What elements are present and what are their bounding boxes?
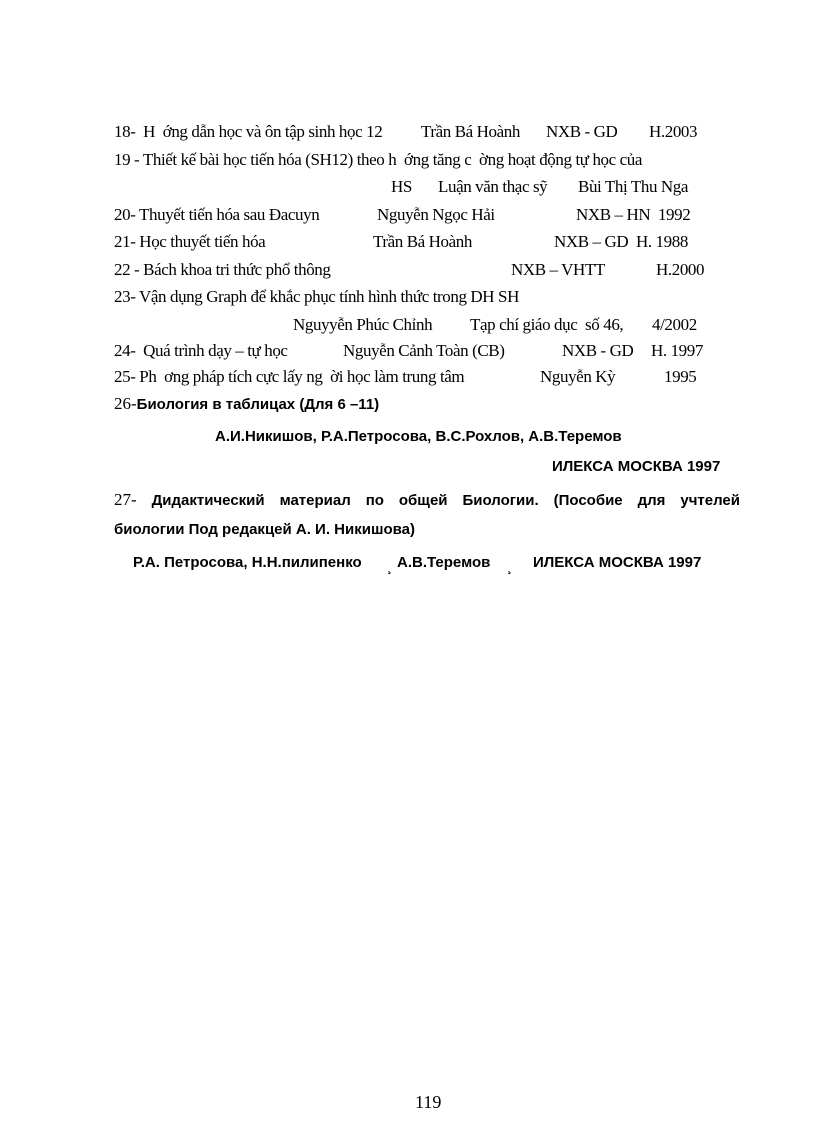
ref-21-author: Trần Bá Hoành	[373, 232, 472, 251]
ref-21-publisher: NXB – GD H. 1988	[554, 232, 688, 251]
ref-27-publisher: ИЛЕКСА МОСКВА 1997	[533, 554, 702, 571]
ref-19-cont: HS	[391, 177, 412, 196]
ref-24-author: Nguyễn Cảnh Toàn (CB)	[343, 341, 505, 360]
ref-21-title: 21- Học thuyết tiến hóa	[114, 232, 266, 251]
ref-27-line	[114, 490, 740, 511]
ref-26-publisher: ИЛЕКСА МОСКВА 1997	[552, 458, 721, 475]
ref-19-title: 19 - Thiết kế bài học tiến hóa (SH12) theo h ớng tăng c ờng hoạt động tự học của	[114, 150, 643, 169]
ref-18-title: 18- H ớng dẫn học và ôn tập sinh học 12	[114, 122, 383, 141]
ref-23-author: Nguyyễn Phúc Chỉnh	[293, 315, 433, 334]
ref-18-author: Trần Bá Hoành	[421, 122, 520, 141]
ref-27-mark-1: ¸	[387, 558, 392, 575]
ref-23-date: 4/2002	[652, 315, 697, 334]
ref-20-title: 20- Thuyết tiến hóa sau Đacuyn	[114, 205, 320, 224]
ref-27-title-cont: биологии Под редакцей А. И. Никишова)	[114, 521, 415, 538]
ref-27-authors: Р.А. Петросова, Н.Н.пилипенко	[133, 554, 362, 571]
ref-22-year: H.2000	[656, 260, 705, 279]
ref-27-authors-2: А.В.Теремов	[397, 554, 491, 571]
ref-27-title: Дидактический материал по общей Биологии. (Пособие для учтелей	[151, 492, 740, 509]
ref-18-year: H.2003	[649, 122, 698, 141]
ref-20-author: Nguyễn Ngọc Hải	[377, 205, 495, 224]
ref-18-publisher: NXB - GD	[546, 122, 618, 141]
ref-27-number: 27-	[114, 490, 137, 509]
ref-26-line	[114, 394, 379, 415]
ref-23-title: 23- Vận dụng Graph để khắc phục tính hình thức trong DH SH	[114, 287, 519, 306]
ref-25-year: 1995	[664, 367, 697, 386]
ref-24-publisher: NXB - GD	[562, 341, 634, 360]
ref-27-mark-2: ¸	[507, 558, 512, 575]
ref-24-title: 24- Quá trình dạy – tự học	[114, 341, 288, 360]
page-number: 119	[415, 1092, 442, 1112]
ref-26-title: Биология в таблицах (Для 6 –11)	[136, 396, 380, 413]
ref-19-author: Bùi Thị Thu Nga	[578, 177, 689, 196]
ref-22-publisher: NXB – VHTT	[511, 260, 605, 279]
ref-26-authors: А.И.Никишов, Р.А.Петросова, В.С.Рохлов, А.В.Теремов	[215, 428, 622, 445]
ref-24-year: H. 1997	[651, 341, 703, 360]
ref-25-title: 25- Ph ơng pháp tích cực lấy ng ời học làm trung tâm	[114, 367, 465, 386]
ref-20-publisher: NXB – HN 1992	[576, 205, 691, 224]
ref-19-type: Luận văn thạc sỹ	[438, 177, 548, 196]
ref-23-source: Tạp chí giáo dục số 46,	[470, 315, 624, 334]
ref-26-number: 26-	[114, 394, 137, 413]
ref-22-title: 22 - Bách khoa tri thức phổ thông	[114, 260, 331, 279]
ref-25-author: Nguyễn Kỳ	[540, 367, 616, 386]
